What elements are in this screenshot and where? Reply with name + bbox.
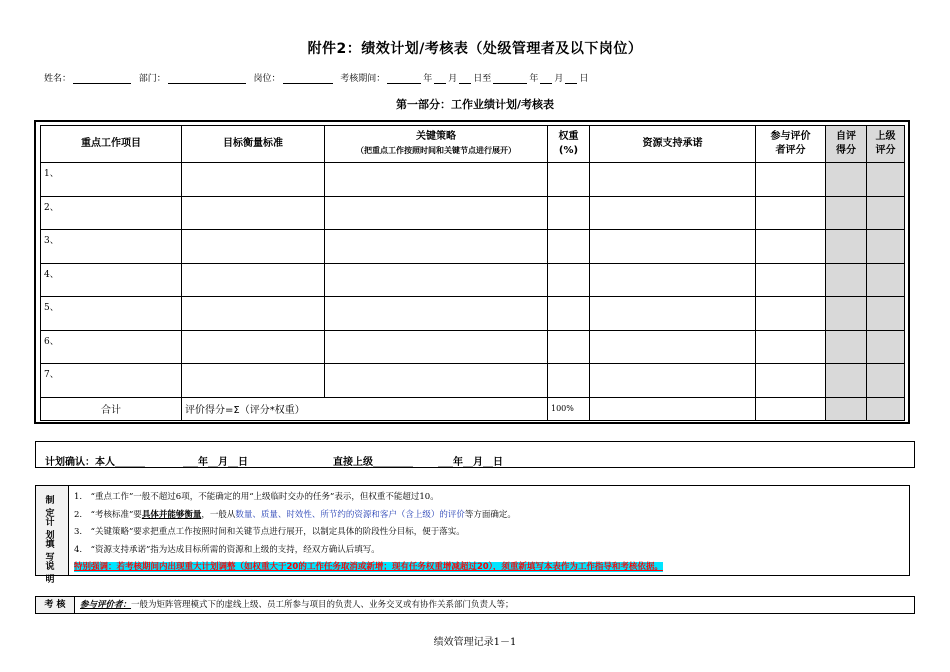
dept-field[interactable] (168, 74, 246, 84)
assessment-term: 参与评价者： (80, 600, 132, 610)
weight-cell[interactable] (548, 230, 590, 264)
row-number: 2、 (41, 196, 182, 230)
row-number: 1、 (41, 163, 182, 197)
year-label-2: 年 (529, 74, 539, 84)
page-footer: 绩效管理记录1－1 (433, 637, 517, 648)
superior-score-cell[interactable] (867, 230, 905, 264)
name-field[interactable] (73, 74, 131, 84)
instructions-label-line3: 填 写 (45, 540, 59, 563)
day-label-2: 日 (579, 74, 589, 84)
superior-confirm-label: 直接上级________ (333, 457, 413, 468)
resource-cell[interactable] (590, 263, 756, 297)
end-day-field[interactable] (565, 74, 577, 84)
table-row (41, 364, 905, 398)
resource-cell[interactable] (590, 163, 756, 197)
assessment-text: 一般为矩阵管理模式下的虚线上级、员工所参与项目的负责人、业务交叉或有协作关系部门负责人等； (131, 600, 514, 610)
standard-cell[interactable] (182, 230, 325, 264)
participant-header-line2: 者评分 (775, 145, 806, 156)
superior-score-cell[interactable] (867, 364, 905, 398)
participant-score-cell[interactable] (756, 163, 826, 197)
self-score-cell[interactable] (826, 163, 867, 197)
participant-score-cell[interactable] (756, 364, 826, 398)
instructions-label-line1: 制 定 (45, 496, 59, 519)
instructions-label-line4: 说 明 (45, 562, 59, 585)
instructions-list (74, 489, 663, 577)
standard-cell[interactable] (182, 196, 325, 230)
self-header-line2: 得分 (836, 145, 856, 156)
position-field[interactable] (283, 74, 333, 84)
superior-header-line1: 上级 (875, 131, 896, 142)
instruction-1: 1. “重点工作”一般不超过6项，不能确定的用“上级临时交办的任务”表示，但权重不能超过10。 (74, 492, 439, 502)
col-self-score-header (826, 126, 867, 163)
table-header-row (41, 126, 905, 163)
header-info-row (44, 71, 588, 84)
total-label: 合计 (41, 397, 182, 420)
row-number: 6、 (41, 330, 182, 364)
col-standard-header: 目标衡量标准 (182, 126, 325, 163)
standard-cell[interactable] (182, 263, 325, 297)
superior-score-cell[interactable] (867, 330, 905, 364)
instruction-2 (74, 507, 663, 525)
strategy-cell[interactable] (325, 196, 548, 230)
resource-cell[interactable] (590, 297, 756, 331)
resource-cell[interactable] (590, 230, 756, 264)
col-participant-header (756, 126, 826, 163)
instructions-label-line2: 计 划 (45, 518, 59, 541)
total-participant-cell[interactable] (756, 397, 826, 420)
superior-score-cell[interactable] (867, 196, 905, 230)
month-label: 月 (448, 74, 458, 84)
year-label: 年 (423, 74, 433, 84)
instruction-2-dimensions: 数量、质量、时效性、所节约的资源和客户（含上级）的评价 (235, 509, 465, 520)
self-score-cell[interactable] (826, 230, 867, 264)
col-resource-header: 资源支持承诺 (590, 126, 756, 163)
weight-cell[interactable] (548, 364, 590, 398)
col-item-header: 重点工作项目 (41, 126, 182, 163)
performance-table-frame (34, 120, 910, 424)
assessment-label: 考 核 (36, 597, 75, 613)
strategy-header-label: 关键策略 (416, 131, 456, 142)
participant-score-cell[interactable] (756, 263, 826, 297)
self-score-cell[interactable] (826, 263, 867, 297)
self-score-cell[interactable] (826, 364, 867, 398)
strategy-cell[interactable] (325, 297, 548, 331)
table-row (41, 263, 905, 297)
month-label-2: 月 (554, 74, 564, 84)
strategy-cell[interactable] (325, 330, 548, 364)
end-month-field[interactable] (540, 74, 552, 84)
standard-cell[interactable] (182, 330, 325, 364)
weight-cell[interactable] (548, 263, 590, 297)
self-score-cell[interactable] (826, 297, 867, 331)
standard-cell[interactable] (182, 163, 325, 197)
weight-header-line1: 权重 (558, 131, 579, 142)
standard-cell[interactable] (182, 297, 325, 331)
participant-score-cell[interactable] (756, 230, 826, 264)
start-year-field[interactable] (387, 74, 421, 84)
instruction-2-mid: ，一般从 (201, 509, 236, 520)
start-day-field[interactable] (459, 74, 471, 84)
table-row (41, 230, 905, 264)
special-emphasis (74, 559, 663, 577)
weight-cell[interactable] (548, 330, 590, 364)
resource-cell[interactable] (590, 330, 756, 364)
period-label: 考核期间： (340, 74, 386, 84)
table-total-row (41, 397, 905, 420)
superior-score-cell[interactable] (867, 263, 905, 297)
self-score-cell[interactable] (826, 196, 867, 230)
day-to-label: 日至 (473, 74, 492, 84)
standard-cell[interactable] (182, 364, 325, 398)
weight-cell[interactable] (548, 297, 590, 331)
col-strategy-header (325, 126, 548, 163)
weight-cell[interactable] (548, 163, 590, 197)
start-month-field[interactable] (434, 74, 446, 84)
participant-header-line1: 参与评价 (770, 131, 811, 142)
table-row (41, 297, 905, 331)
total-superior-score-cell[interactable] (867, 397, 905, 420)
total-self-score-cell[interactable] (826, 397, 867, 420)
instruction-3: 3. “关键策略”要求把重点工作按照时间和关键节点进行展开，以制定具体的阶段性分目标，便于落实。 (74, 527, 465, 537)
instructions-label (36, 486, 69, 585)
row-number: 5、 (41, 297, 182, 331)
superior-confirm-date: ___年__月__日 (438, 457, 503, 468)
dept-label: 部门： (138, 74, 166, 84)
performance-table (40, 125, 905, 421)
self-header-line1: 自评 (836, 131, 856, 142)
strategy-cell[interactable] (325, 263, 548, 297)
strategy-header-sub: （把重点工作按照时间和关键节点进行展开） (356, 146, 516, 155)
strategy-cell[interactable] (325, 163, 548, 197)
weight-cell[interactable] (548, 196, 590, 230)
end-year-field[interactable] (493, 74, 527, 84)
part-one-title: 第一部分：工作业绩计划/考核表 (395, 98, 555, 111)
assessment-note (80, 597, 514, 613)
participant-score-cell[interactable] (756, 330, 826, 364)
participant-score-cell[interactable] (756, 196, 826, 230)
table-row (41, 330, 905, 364)
resource-cell[interactable] (590, 196, 756, 230)
instruction-4: 4. “资源支持承诺”指为达成目标所需的资源和上级的支持，经双方确认后填写。 (74, 544, 380, 555)
strategy-cell[interactable] (325, 364, 548, 398)
superior-score-cell[interactable] (867, 163, 905, 197)
plan-instructions-box (35, 485, 910, 585)
self-score-cell[interactable] (826, 330, 867, 364)
instruction-2-emphasis: 具体并能够衡量 (141, 509, 202, 520)
total-weight: 100% (548, 397, 590, 420)
document-title: 附件2：绩效计划/考核表（处级管理者及以下岗位） (307, 41, 643, 57)
superior-header-line2: 评分 (875, 145, 896, 156)
total-resource-cell[interactable] (590, 397, 756, 420)
weight-header-line2: (%) (558, 145, 579, 156)
self-confirm-date: ___年__月__日 (183, 457, 248, 468)
row-number: 4、 (41, 263, 182, 297)
self-confirm-label: 计划确认：本人______ (45, 457, 145, 468)
col-weight-header (548, 126, 590, 163)
col-superior-score-header (867, 126, 905, 163)
participant-score-cell[interactable] (756, 297, 826, 331)
row-number: 3、 (41, 230, 182, 264)
table-row (41, 196, 905, 230)
plan-confirmation-box (35, 441, 915, 468)
instruction-2-suffix: 等方面确定。 (464, 509, 516, 520)
special-emphasis-text: 特别强调：若考核期间内出现重大计划调整（如权重大于20的工作任务取消或新增；现有任务权重增减超过20），须重新填写本表作为工作指导和考核依据。 (74, 562, 663, 572)
superior-score-cell[interactable] (867, 297, 905, 331)
total-formula: 评价得分=Σ（评分*权重） (182, 397, 548, 420)
assessment-note-box (35, 596, 915, 614)
strategy-cell[interactable] (325, 230, 548, 264)
instruction-2-prefix: 2. “考核标准”要 (74, 509, 142, 520)
name-label: 姓名： (44, 74, 72, 84)
row-number: 7、 (41, 364, 182, 398)
resource-cell[interactable] (590, 364, 756, 398)
table-row (41, 163, 905, 197)
position-label: 岗位： (253, 74, 281, 84)
